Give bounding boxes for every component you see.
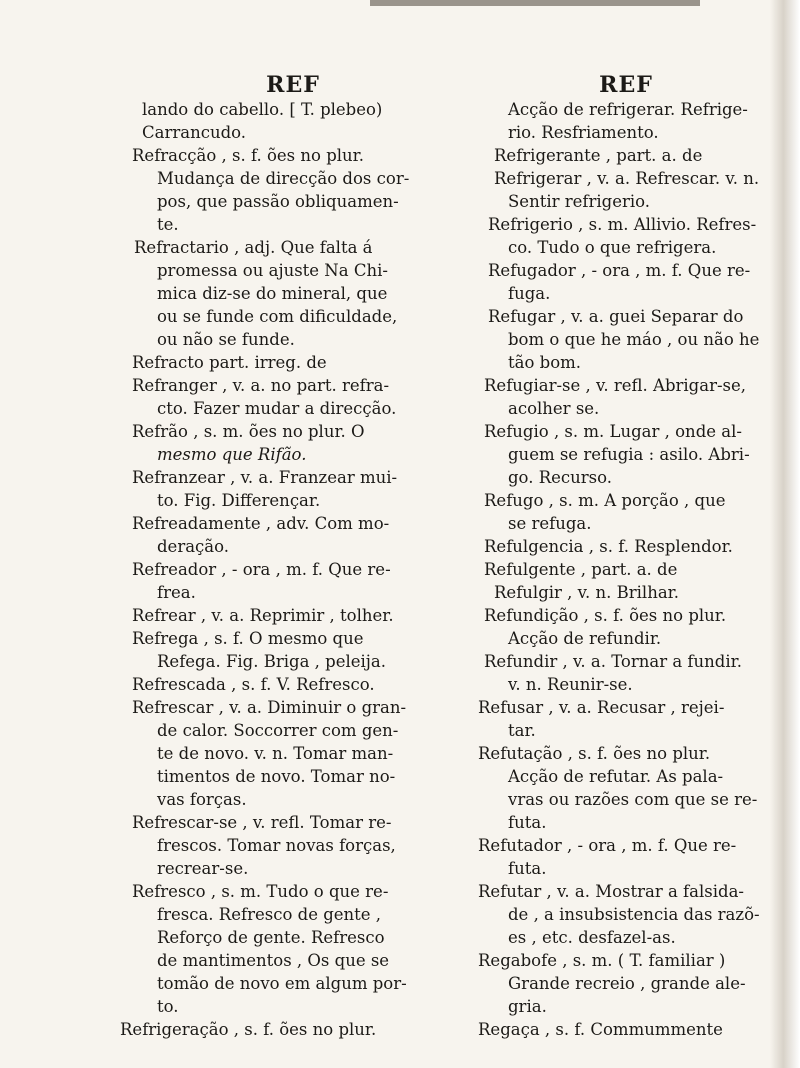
text-line: to. <box>157 997 179 1016</box>
text-line: vas forças. <box>157 790 247 809</box>
text-line: futa. <box>508 859 547 878</box>
entry-headword-line: Refusar , v. a. Recusar , rejei- <box>478 698 725 717</box>
text-line: promessa ou ajuste Na Chi- <box>157 261 388 280</box>
entry-headword-line: Regaça , s. f. Commummente <box>478 1020 723 1039</box>
text-line: fuga. <box>508 284 551 303</box>
entry-headword-line: Refranzear , v. a. Franzear mui- <box>132 468 398 487</box>
entry-headword-line: Refutação , s. f. ões no plur. <box>478 744 711 763</box>
right-column-entries <box>478 98 774 1041</box>
text-line: v. n. Reunir-se. <box>508 675 633 694</box>
text-line: de mantimentos , Os que se <box>157 951 390 970</box>
text-line: Reforço de gente. Refresco <box>157 928 385 947</box>
text-line: tomão de novo em algum por- <box>157 974 407 993</box>
entry-headword-line: Refundir , v. a. Tornar a fundir. <box>484 652 742 671</box>
entry-headword-line: Refrão , s. m. ões no plur. O <box>132 422 365 441</box>
entry-headword-line: Refundição , s. f. ões no plur. <box>484 606 727 625</box>
text-line: es , etc. desfazel-as. <box>508 928 676 947</box>
text-line: Acção de refundir. <box>508 629 662 648</box>
left-column-header: REF <box>266 72 320 98</box>
right-column-header: REF <box>599 72 653 98</box>
entry-headword-line: Refulgente , part. a. de <box>484 560 678 579</box>
entry-headword-line: Refutar , v. a. Mostrar a falsida- <box>478 882 744 901</box>
text-line: gria. <box>508 997 547 1016</box>
entry-headword-line: Refrigeração , s. f. ões no plur. <box>120 1020 377 1039</box>
text-line: go. Recurso. <box>508 468 612 487</box>
text-line: tar. <box>508 721 536 740</box>
text-line: fresca. Refresco de gente , <box>157 905 382 924</box>
scan-edge-right <box>770 0 800 1068</box>
entry-headword-line: Refreador , - ora , m. f. Que re- <box>132 560 391 579</box>
text-line: frescos. Tomar novas forças, <box>157 836 396 855</box>
entry-headword-line: Refrear , v. a. Reprimir , tolher. <box>132 606 394 625</box>
entry-headword-line: Refrega , s. f. O mesmo que <box>132 629 364 648</box>
entry-headword-line: Refugo , s. m. A porção , que <box>484 491 726 510</box>
entry-headword-line: Refugiar-se , v. refl. Abrigar-se, <box>484 376 747 395</box>
text-line: co. Tudo o que refrigera. <box>508 238 717 257</box>
entry-headword-line: Refugador , - ora , m. f. Que re- <box>488 261 751 280</box>
entry-headword-line: Refreadamente , adv. Com mo- <box>132 514 390 533</box>
text-line: Sentir refrigerio. <box>508 192 651 211</box>
entry-headword-line: Refrigerante , part. a. de <box>494 146 703 165</box>
entry-headword-line: Refugar , v. a. guei Separar do <box>488 307 744 326</box>
entry-headword-line: Refulgir , v. n. Brilhar. <box>494 583 679 602</box>
entry-headword-line: Refugio , s. m. Lugar , onde al- <box>484 422 742 441</box>
entry-headword-line: Refractario , adj. Que falta á <box>134 238 373 257</box>
entry-headword-line: Refrigerio , s. m. Allivio. Refres- <box>488 215 757 234</box>
text-line: mesmo que Rifão. <box>157 445 307 464</box>
text-line: timentos de novo. Tomar no- <box>157 767 396 786</box>
text-line: de calor. Soccorrer com gen- <box>157 721 399 740</box>
text-line: recrear-se. <box>157 859 249 878</box>
entry-headword-line: Refresco , s. m. Tudo o que re- <box>132 882 389 901</box>
text-line: te de novo. v. n. Tomar man- <box>157 744 394 763</box>
entry-headword-line: Refracção , s. f. ões no plur. <box>132 146 364 165</box>
text-line: Refega. Fig. Briga , peleija. <box>157 652 386 671</box>
text-line: acolher se. <box>508 399 600 418</box>
entry-headword-line: Regabofe , s. m. ( T. familiar ) <box>478 951 726 970</box>
text-line: futa. <box>508 813 547 832</box>
text-line: ou se funde com dificuldade, <box>157 307 398 326</box>
entry-headword-line: Refrescar-se , v. refl. Tomar re- <box>132 813 392 832</box>
text-line: mica diz-se do mineral, que <box>157 284 388 303</box>
entry-headword-line: Refracto part. irreg. de <box>132 353 327 372</box>
text-line: rio. Resfriamento. <box>508 123 659 142</box>
left-column <box>112 72 474 1041</box>
text-line: Acção de refrigerar. Refrige- <box>508 100 748 119</box>
left-column-entries <box>112 98 474 1041</box>
text-line: cto. Fazer mudar a direcção. <box>157 399 397 418</box>
text-line: deração. <box>157 537 230 556</box>
entry-headword-line: Refutador , - ora , m. f. Que re- <box>478 836 737 855</box>
entry-headword-line: Refulgencia , s. f. Resplendor. <box>484 537 733 556</box>
entry-headword-line: Refrescar , v. a. Diminuir o gran- <box>132 698 407 717</box>
entry-headword-line: Refrescada , s. f. V. Refresco. <box>132 675 375 694</box>
entry-headword-line: Refranger , v. a. no part. refra- <box>132 376 390 395</box>
entry-headword-line: Refrigerar , v. a. Refrescar. v. n. <box>494 169 760 188</box>
text-line: lando do cabello. [ T. plebeo) <box>142 100 383 119</box>
text-line: bom o que he máo , ou não he <box>508 330 760 349</box>
text-line: se refuga. <box>508 514 592 533</box>
text-line: pos, que passão obliquamen- <box>157 192 399 211</box>
text-line: Mudança de direcção dos cor- <box>157 169 410 188</box>
text-line: ou não se funde. <box>157 330 295 349</box>
text-line: vras ou razões com que se re- <box>508 790 758 809</box>
text-line: to. Fig. Differençar. <box>157 491 321 510</box>
scan-edge-top <box>370 0 700 6</box>
text-line: Grande recreio , grande ale- <box>508 974 746 993</box>
text-line: de , a insubsistencia das razõ- <box>508 905 760 924</box>
text-line: Acção de refutar. As pala- <box>508 767 724 786</box>
text-line: Carrancudo. <box>142 123 247 142</box>
text-line: tão bom. <box>508 353 582 372</box>
text-line: frea. <box>157 583 196 602</box>
text-line: te. <box>157 215 179 234</box>
right-column <box>478 72 774 1041</box>
text-line: guem se refugia : asilo. Abri- <box>508 445 750 464</box>
